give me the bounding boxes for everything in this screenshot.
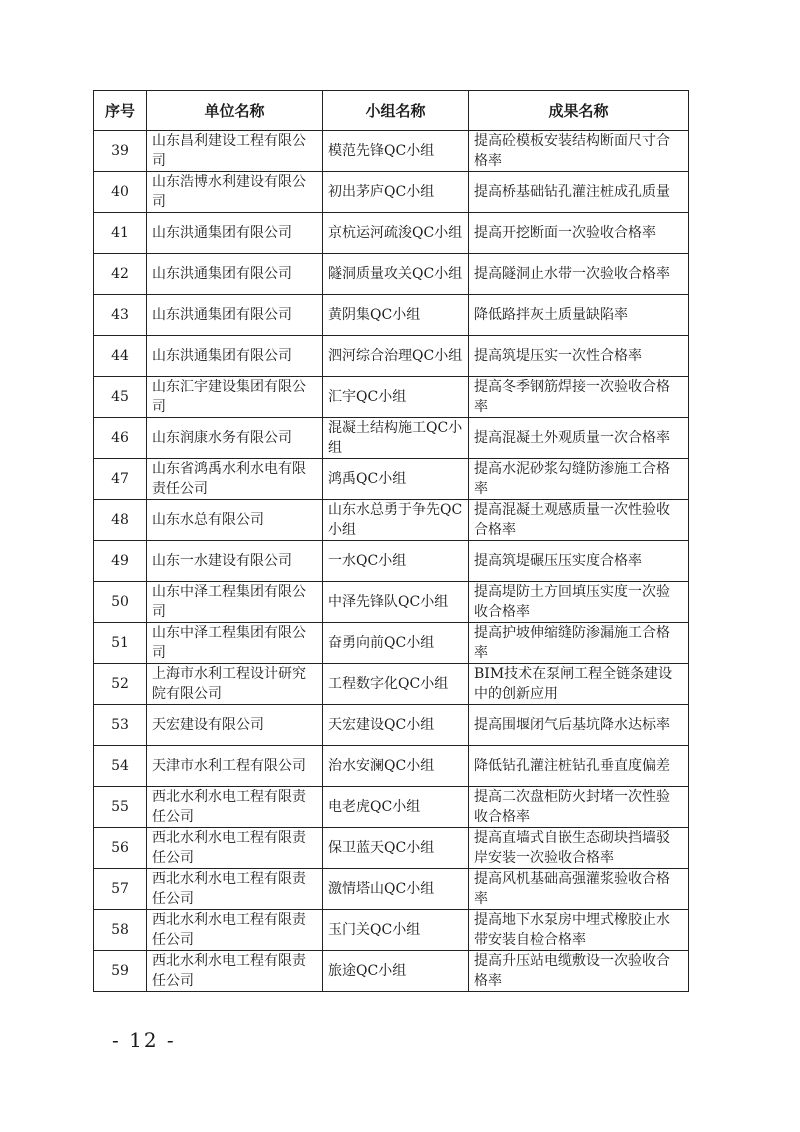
- cell-unit-name: 西北水利水电工程有限责任公司: [147, 951, 323, 992]
- cell-serial: 44: [94, 336, 147, 377]
- cell-serial: 52: [94, 664, 147, 705]
- cell-unit-name: 山东中泽工程集团有限公司: [147, 582, 323, 623]
- table-row: [94, 418, 689, 459]
- cell-result-name: 降低钻孔灌注桩钻孔垂直度偏差: [469, 746, 689, 787]
- cell-unit-name: 山东省鸿禹水利水电有限责任公司: [147, 459, 323, 500]
- table-row: [94, 951, 689, 992]
- cell-serial: 58: [94, 910, 147, 951]
- table-row: [94, 582, 689, 623]
- cell-unit-name: 山东汇宇建设集团有限公司: [147, 377, 323, 418]
- table-row: [94, 705, 689, 746]
- cell-group-name: 保卫蓝天QC小组: [323, 828, 469, 869]
- cell-result-name: 提高砼模板安装结构断面尺寸合格率: [469, 131, 689, 172]
- header-serial: 序号: [94, 91, 147, 131]
- cell-unit-name: 天宏建设有限公司: [147, 705, 323, 746]
- cell-unit-name: 山东洪通集团有限公司: [147, 295, 323, 336]
- table-body: [94, 131, 689, 992]
- cell-result-name: 提高升压站电缆敷设一次验收合格率: [469, 951, 689, 992]
- cell-result-name: 提高开挖断面一次验收合格率: [469, 213, 689, 254]
- cell-serial: 42: [94, 254, 147, 295]
- cell-result-name: 提高护坡伸缩缝防渗漏施工合格率: [469, 623, 689, 664]
- cell-group-name: 工程数字化QC小组: [323, 664, 469, 705]
- cell-result-name: 提高隧洞止水带一次验收合格率: [469, 254, 689, 295]
- cell-group-name: 电老虎QC小组: [323, 787, 469, 828]
- cell-group-name: 京杭运河疏浚QC小组: [323, 213, 469, 254]
- cell-unit-name: 山东洪通集团有限公司: [147, 254, 323, 295]
- table-row: [94, 828, 689, 869]
- page-number: - 12 -: [112, 1028, 176, 1052]
- cell-result-name: 提高围堰闭气后基坑降水达标率: [469, 705, 689, 746]
- cell-group-name: 隧洞质量攻关QC小组: [323, 254, 469, 295]
- cell-group-name: 混凝土结构施工QC小组: [323, 418, 469, 459]
- cell-group-name: 奋勇向前QC小组: [323, 623, 469, 664]
- cell-unit-name: 西北水利水电工程有限责任公司: [147, 787, 323, 828]
- cell-serial: 48: [94, 500, 147, 541]
- cell-unit-name: 山东润康水务有限公司: [147, 418, 323, 459]
- cell-serial: 47: [94, 459, 147, 500]
- cell-unit-name: 山东昌利建设工程有限公司: [147, 131, 323, 172]
- table-row: [94, 295, 689, 336]
- table-row: [94, 131, 689, 172]
- cell-group-name: 中泽先锋队QC小组: [323, 582, 469, 623]
- results-table: [93, 90, 689, 992]
- table-row: [94, 254, 689, 295]
- cell-serial: 41: [94, 213, 147, 254]
- cell-result-name: 提高筑堤碾压压实度合格率: [469, 541, 689, 582]
- table-row: [94, 910, 689, 951]
- table-row: [94, 787, 689, 828]
- cell-result-name: 提高桥基础钻孔灌注桩成孔质量: [469, 172, 689, 213]
- table-row: [94, 541, 689, 582]
- cell-result-name: BIM技术在泵闸工程全链条建设中的创新应用: [469, 664, 689, 705]
- cell-group-name: 天宏建设QC小组: [323, 705, 469, 746]
- header-group-name: 小组名称: [323, 91, 469, 131]
- cell-serial: 43: [94, 295, 147, 336]
- cell-result-name: 提高水泥砂浆勾缝防渗施工合格率: [469, 459, 689, 500]
- table-row: [94, 213, 689, 254]
- cell-result-name: 提高直墙式自嵌生态砌块挡墙驳岸安装一次验收合格率: [469, 828, 689, 869]
- cell-group-name: 一水QC小组: [323, 541, 469, 582]
- cell-result-name: 提高二次盘柜防火封堵一次性验收合格率: [469, 787, 689, 828]
- cell-group-name: 激情塔山QC小组: [323, 869, 469, 910]
- cell-result-name: 提高冬季钢筋焊接一次验收合格率: [469, 377, 689, 418]
- header-result-name: 成果名称: [469, 91, 689, 131]
- cell-group-name: 汇宇QC小组: [323, 377, 469, 418]
- cell-serial: 40: [94, 172, 147, 213]
- table-row: [94, 377, 689, 418]
- table-header-row: [94, 91, 689, 131]
- cell-result-name: 提高风机基础高强灌浆验收合格率: [469, 869, 689, 910]
- cell-serial: 56: [94, 828, 147, 869]
- cell-group-name: 黄阴集QC小组: [323, 295, 469, 336]
- table-row: [94, 172, 689, 213]
- cell-group-name: 鸿禹QC小组: [323, 459, 469, 500]
- cell-unit-name: 山东一水建设有限公司: [147, 541, 323, 582]
- cell-serial: 54: [94, 746, 147, 787]
- cell-unit-name: 山东水总有限公司: [147, 500, 323, 541]
- cell-result-name: 提高筑堤压实一次性合格率: [469, 336, 689, 377]
- cell-group-name: 玉门关QC小组: [323, 910, 469, 951]
- table-row: [94, 459, 689, 500]
- table-row: [94, 500, 689, 541]
- table-row: [94, 746, 689, 787]
- cell-serial: 53: [94, 705, 147, 746]
- cell-unit-name: 上海市水利工程设计研究院有限公司: [147, 664, 323, 705]
- cell-unit-name: 山东浩博水利建设有限公司: [147, 172, 323, 213]
- cell-serial: 46: [94, 418, 147, 459]
- cell-result-name: 提高地下水泵房中埋式橡胶止水带安装自检合格率: [469, 910, 689, 951]
- cell-serial: 55: [94, 787, 147, 828]
- cell-group-name: 泗河综合治理QC小组: [323, 336, 469, 377]
- cell-unit-name: 山东中泽工程集团有限公司: [147, 623, 323, 664]
- cell-serial: 50: [94, 582, 147, 623]
- cell-result-name: 提高混凝土外观质量一次合格率: [469, 418, 689, 459]
- table-row: [94, 336, 689, 377]
- cell-result-name: 降低路拌灰土质量缺陷率: [469, 295, 689, 336]
- cell-unit-name: 西北水利水电工程有限责任公司: [147, 828, 323, 869]
- cell-serial: 51: [94, 623, 147, 664]
- cell-group-name: 初出茅庐QC小组: [323, 172, 469, 213]
- cell-group-name: 山东水总勇于争先QC小组: [323, 500, 469, 541]
- table-row: [94, 869, 689, 910]
- table-row: [94, 664, 689, 705]
- cell-serial: 59: [94, 951, 147, 992]
- cell-group-name: 治水安澜QC小组: [323, 746, 469, 787]
- cell-unit-name: 西北水利水电工程有限责任公司: [147, 869, 323, 910]
- cell-result-name: 提高混凝土观感质量一次性验收合格率: [469, 500, 689, 541]
- cell-unit-name: 西北水利水电工程有限责任公司: [147, 910, 323, 951]
- cell-serial: 39: [94, 131, 147, 172]
- table-row: [94, 623, 689, 664]
- cell-serial: 57: [94, 869, 147, 910]
- cell-group-name: 旅途QC小组: [323, 951, 469, 992]
- cell-serial: 45: [94, 377, 147, 418]
- cell-unit-name: 山东洪通集团有限公司: [147, 336, 323, 377]
- cell-serial: 49: [94, 541, 147, 582]
- header-unit-name: 单位名称: [147, 91, 323, 131]
- cell-group-name: 模范先锋QC小组: [323, 131, 469, 172]
- cell-unit-name: 山东洪通集团有限公司: [147, 213, 323, 254]
- cell-unit-name: 天津市水利工程有限公司: [147, 746, 323, 787]
- cell-result-name: 提高堤防土方回填压实度一次验收合格率: [469, 582, 689, 623]
